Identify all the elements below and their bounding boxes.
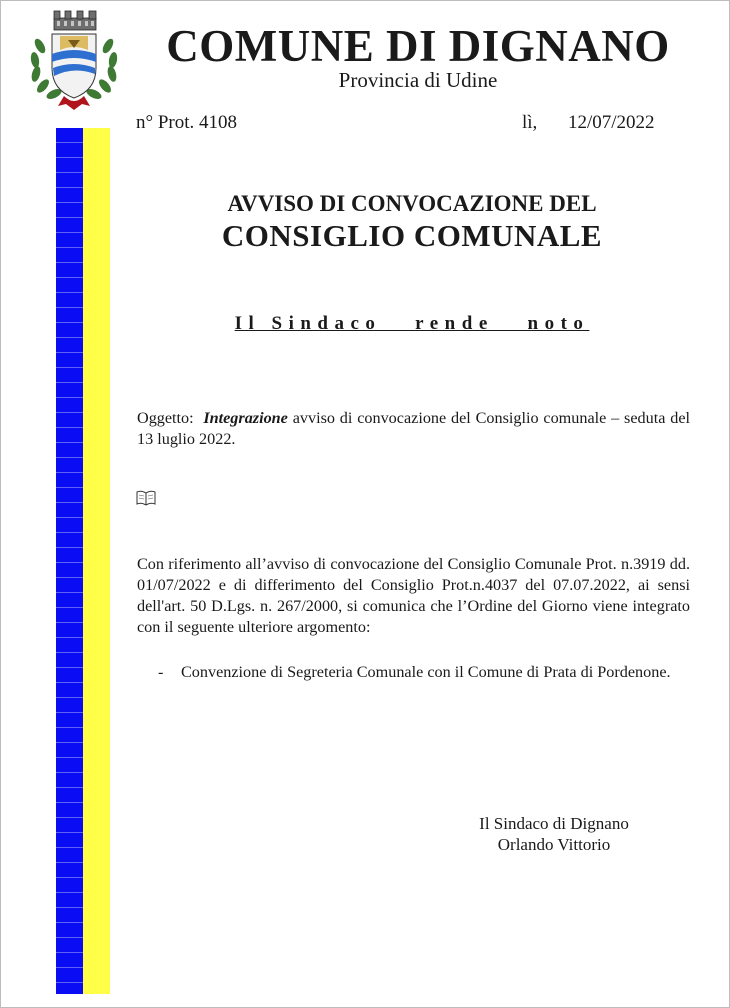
mayor-announcement-text: Il Sindaco rende noto [234, 313, 590, 334]
subject-paragraph [137, 408, 690, 450]
protocol-number: n° Prot. 4108 [136, 112, 238, 133]
page-title: COMUNE DI DIGNANO [166, 21, 670, 71]
yellow-side-bar [83, 128, 110, 994]
notice-heading-line-2: CONSIGLIO COMUNALE [221, 218, 603, 253]
subject-label: Oggetto: [137, 409, 194, 427]
mayor-announcement [136, 312, 688, 336]
subject-emphasis: Integrazione [203, 409, 288, 427]
notice-heading-line-1: AVVISO DI CONVOCAZIONE DEL [227, 191, 597, 216]
document-date: 12/07/2022 [568, 112, 655, 133]
body-paragraph: Con riferimento all’avviso di convocazione del Consiglio Comunale Prot. n.3919 dd. 01/07/2022 e di differimento del Consiglio Prot.n.4037 del 07.07.2022, ai sensi dell'art. 50 D.Lgs. n. 267/2000, si comunica che l’Ordine del Giorno viene integrato con il seguente ulteriore argomento: [137, 555, 690, 636]
municipal-crest-icon [24, 6, 124, 114]
signature-role: Il Sindaco di Dignano [479, 814, 629, 833]
blue-side-bar [56, 128, 83, 994]
place-label: lì, [522, 112, 538, 133]
signature-name: Orlando Vittorio [497, 835, 611, 854]
province-subtitle: Provincia di Udine [338, 68, 498, 92]
agenda-item: Convenzione di Segreteria Comunale con il Comune di Prata di Pordenone. [181, 663, 671, 681]
bullet-marker: - [158, 663, 164, 681]
subject-text: avviso di convocazione del Consiglio comunale – seduta del 13 luglio 2022. [137, 409, 691, 448]
open-book-icon [136, 490, 156, 506]
